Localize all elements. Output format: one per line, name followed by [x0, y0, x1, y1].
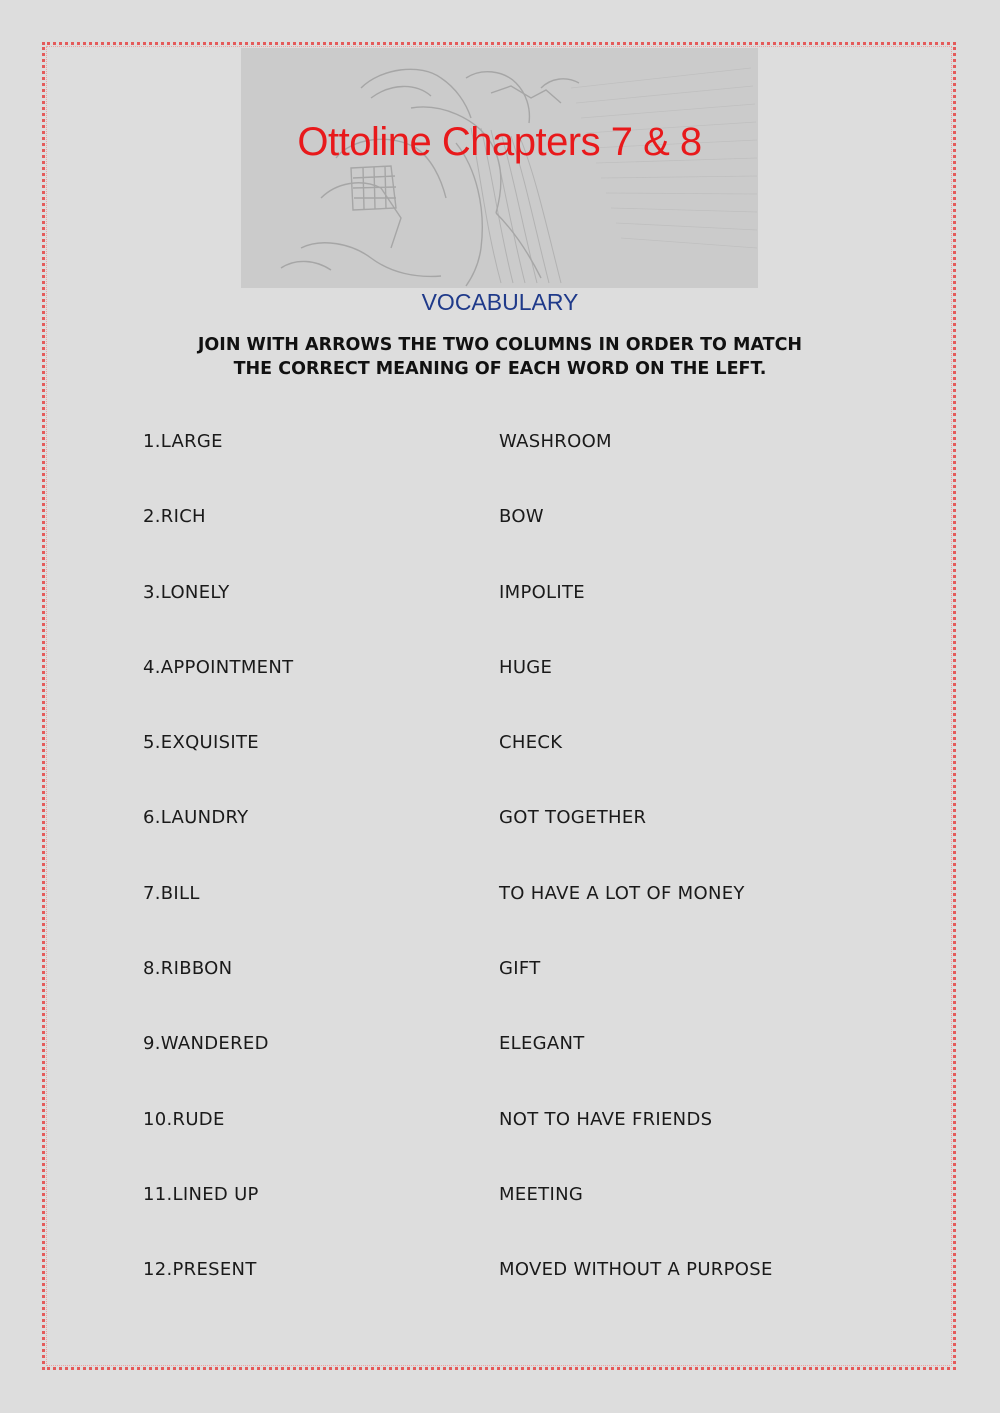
match-row: [0, 431, 1000, 506]
term-item: 11.LINED UP: [143, 1183, 259, 1205]
match-row: [0, 807, 1000, 882]
term-item: 1.LARGE: [143, 431, 223, 452]
section-title: VOCABULARY: [421, 289, 579, 315]
match-row: [0, 582, 1000, 657]
match-row: [0, 958, 1000, 1033]
term-item: 2.RICH: [143, 506, 206, 528]
meaning-item: WASHROOM: [499, 431, 612, 452]
meaning-item: BOW: [499, 506, 544, 528]
term-item: 5.EXQUISITE: [143, 732, 259, 754]
meaning-item: MEETING: [499, 1183, 584, 1205]
term-item: 7.BILL: [143, 882, 200, 904]
term-item: 3.LONELY: [143, 581, 230, 603]
instructions: [140, 333, 860, 381]
term-item: 12.PRESENT: [143, 1259, 257, 1281]
header-banner: [241, 48, 758, 288]
match-row: [0, 657, 1000, 732]
meaning-item: GIFT: [499, 958, 541, 980]
match-row: [0, 506, 1000, 581]
term-item: 6.LAUNDRY: [143, 807, 249, 829]
term-item: 9.WANDERED: [143, 1033, 269, 1055]
match-row: [0, 1184, 1000, 1259]
match-row: [0, 732, 1000, 807]
matching-list: [0, 431, 1000, 1335]
term-item: 10.RUDE: [143, 1108, 225, 1130]
meaning-item: HUGE: [499, 656, 553, 678]
worksheet-title: Ottoline Chapters 7 & 8: [297, 120, 702, 164]
instruction-line-1: JOIN WITH ARROWS THE TWO COLUMNS IN ORDER TO MATCH: [197, 335, 803, 355]
term-item: 8.RIBBON: [143, 958, 233, 980]
meaning-item: CHECK: [499, 732, 563, 754]
instruction-line-2: THE CORRECT MEANING OF EACH WORD ON THE LEFT.: [233, 359, 767, 379]
meaning-item: GOT TOGETHER: [499, 807, 647, 829]
match-row: [0, 1109, 1000, 1184]
term-item: 4.APPOINTMENT: [143, 656, 294, 678]
match-row: [0, 1259, 1000, 1334]
meaning-item: NOT TO HAVE FRIENDS: [499, 1108, 713, 1130]
match-row: [0, 883, 1000, 958]
meaning-item: TO HAVE A LOT OF MONEY: [499, 882, 745, 904]
match-row: [0, 1033, 1000, 1108]
meaning-item: ELEGANT: [499, 1033, 585, 1055]
meaning-item: MOVED WITHOUT A PURPOSE: [499, 1259, 773, 1281]
ottoline-illustration: [241, 48, 758, 288]
meaning-item: IMPOLITE: [499, 581, 585, 603]
